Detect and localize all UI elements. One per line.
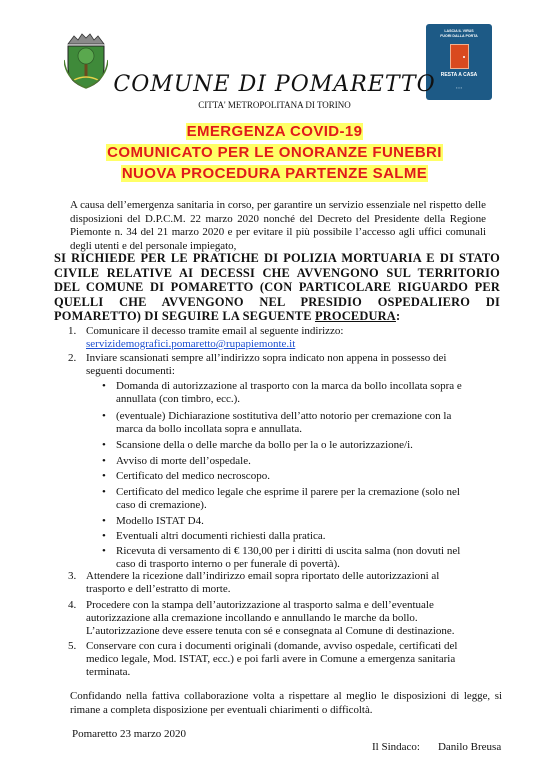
step-3: 3. Attendere la ricezione dall’indirizzo email sopra riportato delle autorizzazioni al trasporto e dell’estratto di morte. bbox=[68, 570, 440, 595]
intro-paragraph: A causa dell’emergenza sanitaria in corso, per garantire un servizio essenziale nel rispetto delle disposizioni del D.P.C.M. 22 marzo 2020 nonché del Decreto del Presidente della Regione Piemonte n. 34 del 21 marzo 2020 e per evitare il più possibile l’accesso agli uffici comunali degli utenti e del personale impiegato, bbox=[70, 199, 486, 252]
document-item: • Certificato del medico legale che esprime il parere per la cremazione (solo nel caso di cremazione). bbox=[102, 486, 460, 511]
metropolitan-city: CITTA' METROPOLITANA DI TORINO bbox=[198, 100, 351, 110]
document-item: • Eventuali altri documenti richiesti dalla pratica. bbox=[102, 530, 326, 542]
mayor-signature: Il Sindaco: Danilo Breusa bbox=[372, 741, 502, 753]
step-2: 2. Inviare scansionati sempre all’indirizzo sopra indicato non appena in possesso dei seguenti documenti: bbox=[68, 352, 447, 377]
poster-line-2: FUORI DALLA PORTA bbox=[440, 34, 478, 38]
municipality-name: COMUNE DI POMARETTO bbox=[113, 72, 436, 97]
email-link[interactable]: servizidemografici.pomaretto@rupapiemonte.it bbox=[86, 338, 296, 350]
poster-line-1: LASCIA IL VIRUS bbox=[444, 29, 474, 33]
step-5: 5. Conservare con cura i documenti originali (domande, avviso ospedale, certificati del medico legale, Mod. ISTAT, ecc.) e poi farli avere in Comune a emergenza sanitaria terminata. bbox=[68, 640, 458, 678]
step-1: 1. Comunicare il decesso tramite email al seguente indirizzo: servizidemografici.pomaretto@rupapiemonte.it bbox=[68, 325, 344, 350]
closing-paragraph: Confidando nella fattiva collaborazione volta a rispettare al meglio le disposizioni di legge, si rimane a completa disposizione per eventuali chiarimenti o difficoltà. bbox=[70, 690, 502, 716]
bold-statement: SI RICHIEDE PER LE PRATICHE DI POLIZIA MORTUARIA E DI STATO CIVILE RELATIVE AI DECESSI CHE AVVENGONO SUL TERRITORIO DEL COMUNE DI POMARETTO (CON PARTICOLARE RIGUARDO PER QUELLI CHE AVVENGONO NEL PRESIDIO OSPEDALIERO DI POMARETTO) DI SEGUIRE LA SEGUENTE PROCEDURA: bbox=[54, 251, 500, 323]
document-item: • Modello ISTAT D4. bbox=[102, 515, 204, 527]
title-line-2: COMUNICATO PER LE ONORANZE FUNEBRI bbox=[107, 144, 442, 161]
document-item: • Ricevuta di versamento di € 130,00 per i diritti di uscita salma (non dovuti nel caso di trasporto interno o per funerale di povertà). bbox=[102, 545, 461, 570]
document-date: Pomaretto 23 marzo 2020 bbox=[72, 728, 186, 740]
poster-stay-home: RESTA A CASA bbox=[440, 72, 478, 78]
document-item: • Certificato del medico necroscopo. bbox=[102, 470, 270, 482]
document-item: • Avviso di morte dell’ospedale. bbox=[102, 455, 251, 467]
title-line-1: EMERGENZA COVID-19 bbox=[186, 123, 363, 140]
door-icon bbox=[450, 44, 469, 69]
step-4: 4. Procedere con la stampa dell’autorizzazione al trasporto salma e dell’eventuale autorizzazione alla cremazione incollando e annullando le marche da bollo. L’autorizzazione deve essere tenuta con sé e consegnata al Comune di destinazione. bbox=[68, 599, 455, 637]
title-line-3: NUOVA PROCEDURA PARTENZE SALME bbox=[121, 165, 428, 182]
procedura-word: PROCEDURA bbox=[314, 309, 396, 323]
document-item: • Scansione della o delle marche da bollo per la o le autorizzazione/i. bbox=[102, 439, 413, 451]
poster-logos-icon: ▪ ▪ ▪ bbox=[456, 86, 462, 90]
document-item: • Domanda di autorizzazione al trasporto con la marca da bollo incollata sopra e annullata (con timbro, ecc.). bbox=[102, 380, 462, 405]
document-item: • (eventuale) Dichiarazione sostitutiva dell’atto notorio per cremazione con la marca da bollo incollata sopra e annullata. bbox=[102, 410, 452, 435]
